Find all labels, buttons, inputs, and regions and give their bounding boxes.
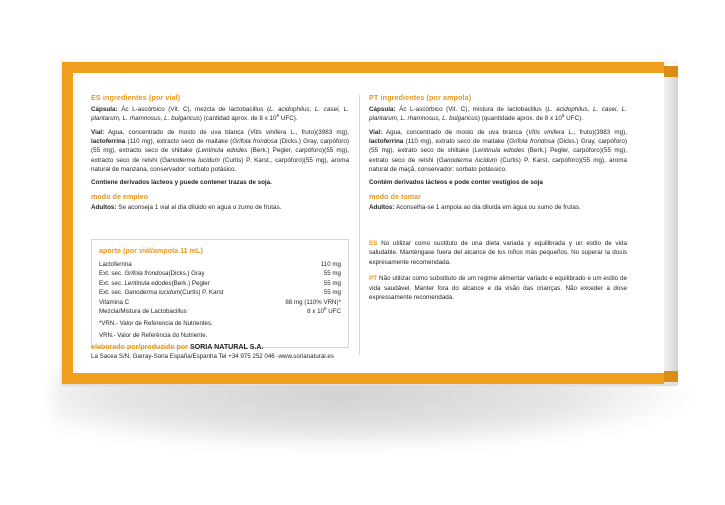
orange-band-left <box>62 62 73 384</box>
nutrient-value: 88 mg (110% VRN)* <box>285 298 341 306</box>
pt-capsule-text: Cápsula: Ác L-ascórbico (Vit. C), mistura de lactobacillus (L. acidophilus, L. casei, L. plantarum, L. rhamnosus, L. bulgaricus) (quantidade aprox. de 8 x $10^8$ UFC). <box>369 106 627 123</box>
nutrient-name: Mezcla/Mistura de Lactobacillus <box>99 308 187 316</box>
maker-line <box>91 343 631 351</box>
table-row <box>99 260 341 270</box>
maker-block <box>91 343 631 360</box>
es-vial-text: Vial: Agua, concentrado de mosto de uva blanca (Vitis vinifera L., fruto)(3983 mg), lactoferrina (110 mg), extracto seco de maitake (Grifola frondosa (Dicks.) Gray, carpóforo)(55 mg), extracto seco de shiitake (Lentinula edodes (Berk.) Pegler, carpóforo)(55 mg), extracto seco de reishi (Ganoderma lucidum (Curtis) P. Karst., carpóforo)(55 mg), aroma natural de manzana, conservador: sorbato potásico. <box>91 128 350 173</box>
label-content <box>73 73 664 373</box>
nutrient-name: Ext. sec. Grifola frondosa(Dicks.) Gray <box>99 270 205 278</box>
nutrition-panel-title: aporte (por vial/ampola 11 mL) <box>99 246 203 255</box>
warnings-block <box>369 239 627 310</box>
table-row <box>99 308 341 318</box>
orange-band-bottom-edge <box>664 371 678 382</box>
nutrition-footnote-1: *VRN.- Valor de Referencia de Nutrientes. <box>99 320 213 328</box>
maker-label: elaborado por/produzido por <box>91 343 188 351</box>
es-allergen-text: Contiene derivados lácteos y puede contener trazas de soja. <box>91 179 272 187</box>
maker-company: SORIA NATURAL S.A. <box>189 343 264 351</box>
warning-es <box>369 239 627 267</box>
maker-address: La Sacea S/N, Garray-Soria España/Espanha Tel +34 975 252 046 -www.sorianatural.es <box>91 353 334 360</box>
es-mode-heading: modo de empleo <box>91 191 149 201</box>
nutrition-table <box>99 260 341 317</box>
nutrient-value: 55 mg <box>323 289 341 297</box>
es-capsule-text: Cápsula: Ác L-ascórbico (Vit. C), mezcla de lactobacillus (L. acidophilus, L. casei, L. plantarum, L. rhamnosus, L. bulgaricus) (cantidad aprox. de 8 x $10^8$ UFC). <box>91 106 349 123</box>
nutrient-name: Ext. sec. Ganoderma lucidum(Curtis) P. Karst <box>99 289 224 297</box>
nutrient-name: Vitamina C <box>99 298 130 306</box>
box-right-edge <box>664 66 678 380</box>
column-pt <box>369 93 627 212</box>
es-ingredients-heading: ES ingredientes (por vial) <box>91 93 181 102</box>
orange-band-top <box>62 62 664 73</box>
table-row <box>99 279 341 289</box>
nutrient-name: Lactoferrina <box>99 260 132 268</box>
warning-es-tag: ES <box>369 240 378 247</box>
warning-pt <box>369 274 627 302</box>
nutrient-value: 55 mg <box>323 270 341 278</box>
warning-pt-tag: PT <box>369 275 378 283</box>
warning-es-text: No utilizar como sustituto de una dieta variada y equilibrada y un estilo de vida saludable. Mantèngase fuera del alcance de los niños más pequeños. No superar la dosis expresamente recomendada. <box>369 240 627 266</box>
nutrition-footnote-2: VRN.- Valor de Referência do Nutriente. <box>99 331 208 339</box>
pt-mode-heading: modo de tomar <box>369 191 421 201</box>
pt-allergen-text: Contém derivados lácteos e pode conter vestígios de soja <box>369 179 543 187</box>
column-divider <box>359 95 360 355</box>
orange-band-bottom <box>62 373 664 384</box>
column-es <box>91 93 349 212</box>
warning-pt-text: Não utilizar como substituto de um regime alimentar variado e equilibrado e um estilo de vida saudável. Manter fora do alcance e da visão das crianças. Não exceder a dose expressamente recomendada. <box>369 275 628 302</box>
table-row <box>99 270 341 280</box>
pt-vial-text: Vial: Agua, concentrado de mosto de uva branca (Vitis vinifera L., fruto)(3983 mg), lactoferrina (110 mg), extrato seco de maitake (Grifola frondosa (Dicks.) Gray, carpóforo)(55 mg), extrato seco de shiitake (Lentinula edodes (Berk.) Pegler, carpóforo)(55 mg), extrato seco de reishi (Ganoderma lucidum (Curtis) P. Karst, carpóforo)(55 mg), aroma natural de maçã, conservador: sorbato potássico. <box>369 128 628 173</box>
orange-band-top-edge <box>664 66 678 77</box>
pt-mode-text: Adultos: Aconselha-se 1 ampola ao dia diluida em água ou sumo de frutas. <box>369 203 581 211</box>
table-row <box>99 298 341 308</box>
nutrition-panel <box>91 239 349 348</box>
nutrient-value: 110 mg <box>320 260 341 268</box>
pt-ingredients-heading: PT ingredientes (por ampola) <box>369 93 472 102</box>
es-mode-text: Adultos: Se aconseja 1 vial al día diluido en agua o zumo de frutas. <box>91 203 282 211</box>
nutrient-value: 55 mg <box>323 279 341 287</box>
nutrient-name: Ext. sec. Lentinula edodes(Berk.) Pegler <box>99 279 210 287</box>
nutrient-value: 8 x $10^8$ UFC <box>307 306 341 316</box>
table-row <box>99 289 341 299</box>
